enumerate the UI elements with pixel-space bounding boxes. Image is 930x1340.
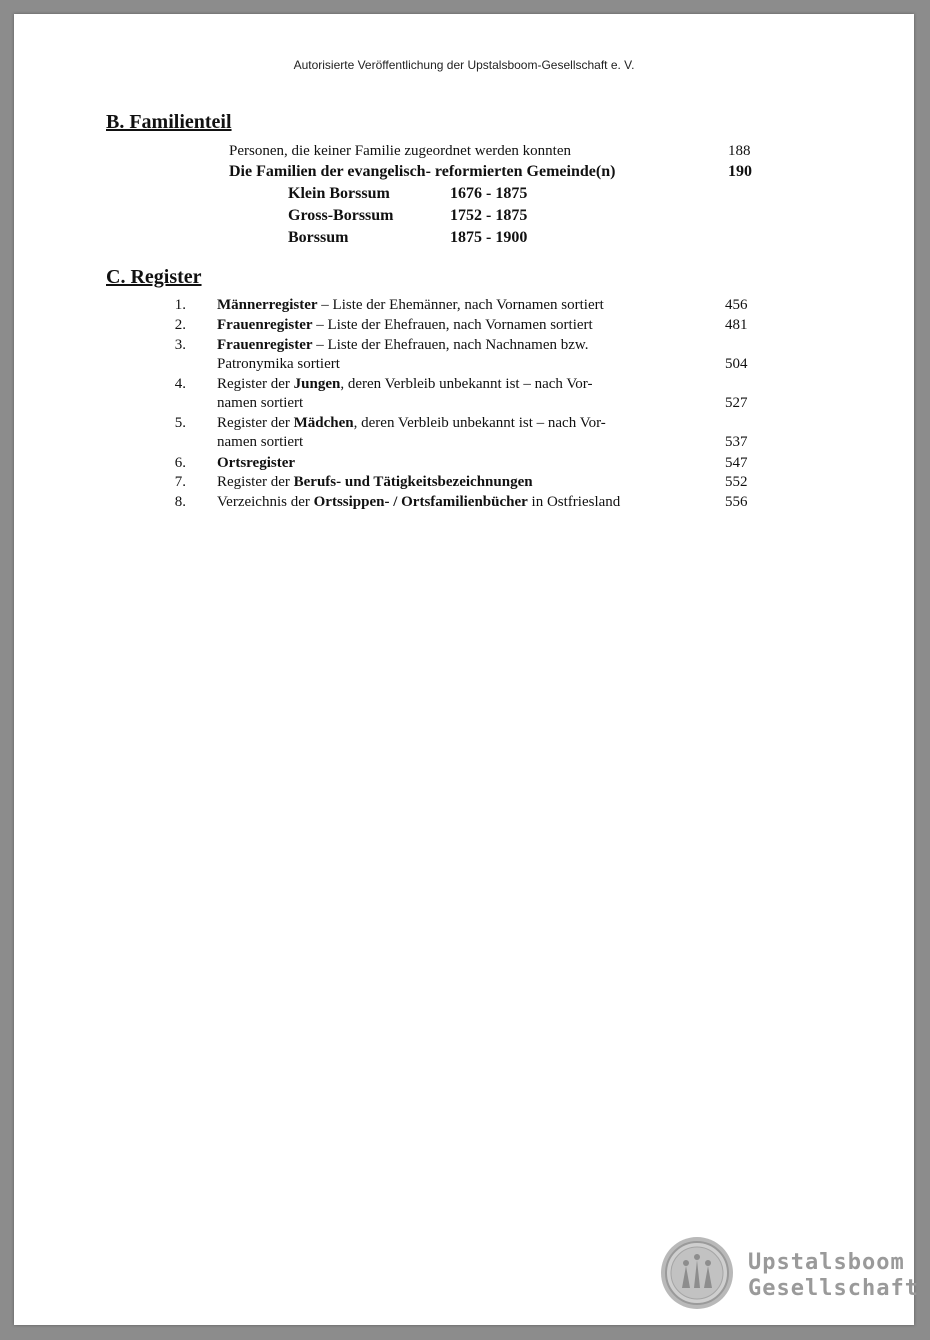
register-item-prefix: Register der [217, 376, 294, 392]
register-item-text [217, 415, 606, 432]
register-item-text [217, 337, 589, 354]
place-name: Klein Borssum [288, 185, 390, 202]
register-item-text [217, 494, 620, 511]
register-item-description: – Liste der Ehefrauen, nach Vornamen sortiert [312, 317, 593, 333]
section-b-heading: B. Familienteil [106, 111, 232, 133]
toc-page-families: 190 [728, 163, 752, 180]
register-item-description: in Ostfriesland [527, 494, 621, 510]
register-item-text [217, 317, 593, 334]
register-item-page: 547 [725, 455, 748, 471]
register-item-number: 6. [174, 455, 186, 471]
page-header: Autorisierte Veröffentlichung der Upstalsboom-Gesellschaft e. V. [293, 58, 635, 72]
register-item-title: Ortsregister [217, 455, 296, 471]
register-item-description: – Liste der Ehemänner, nach Vornamen sortiert [317, 297, 604, 313]
register-item-page: 556 [725, 494, 748, 510]
register-item-page: 552 [725, 474, 748, 490]
register-item-title: Frauenregister [217, 337, 313, 353]
place-years: 1676 - 1875 [450, 185, 528, 202]
register-item-title: Frauenregister [217, 317, 313, 333]
register-item-title: Jungen [293, 376, 341, 392]
register-item-description: – Liste der Ehefrauen, nach Nachnamen bzw. [312, 337, 589, 353]
register-item-number: 5. [174, 415, 186, 431]
brand-line-1: Upstalsboom [748, 1250, 905, 1275]
register-item-page: 504 [725, 356, 748, 372]
register-item-text [217, 455, 295, 472]
toc-entry-families: Die Familien der evangelisch- reformierten Gemeinde(n) [229, 163, 616, 180]
register-item-number: 8. [174, 494, 186, 510]
register-item-number: 3. [174, 337, 186, 353]
register-item-text [217, 474, 533, 491]
register-item-continuation: Patronymika sortiert [217, 356, 340, 372]
register-item-continuation: namen sortiert [217, 434, 304, 450]
register-item-description: , deren Verbleib unbekannt ist – nach Vor- [353, 415, 606, 431]
register-item-number: 1. [174, 297, 186, 313]
toc-page-unassigned: 188 [728, 143, 751, 159]
place-name: Gross-Borssum [288, 207, 394, 224]
register-item-page: 537 [725, 434, 748, 450]
register-item-prefix: Register der [217, 415, 294, 431]
society-seal [660, 1236, 734, 1310]
register-item-title: Mädchen [293, 415, 354, 431]
toc-entry-unassigned: Personen, die keiner Familie zugeordnet werden konnten [229, 143, 571, 159]
register-item-title: Berufs- und Tätigkeitsbezeichnungen [293, 474, 533, 490]
register-item-description: , deren Verbleib unbekannt ist – nach Vor- [340, 376, 593, 392]
place-name: Borssum [288, 229, 349, 246]
register-item-page: 481 [725, 317, 748, 333]
register-item-continuation: namen sortiert [217, 395, 304, 411]
place-years: 1752 - 1875 [450, 207, 528, 224]
document-page [14, 14, 919, 1325]
register-item-title: Männerregister [217, 297, 318, 313]
register-item-prefix: Verzeichnis der [217, 494, 314, 510]
register-item-number: 2. [174, 317, 186, 333]
register-item-number: 4. [174, 376, 186, 392]
register-item-number: 7. [174, 474, 186, 490]
section-c-heading: C. Register [106, 266, 202, 288]
place-years: 1875 - 1900 [450, 229, 528, 246]
register-item-page: 456 [725, 297, 748, 313]
register-item-text [217, 376, 592, 393]
register-item-text [217, 297, 604, 314]
register-item-prefix: Register der [217, 474, 294, 490]
register-item-page: 527 [725, 395, 748, 411]
register-item-title: Ortssippen- / Ortsfamilienbücher [313, 494, 528, 510]
brand-line-2: Gesellschaft [748, 1276, 919, 1301]
